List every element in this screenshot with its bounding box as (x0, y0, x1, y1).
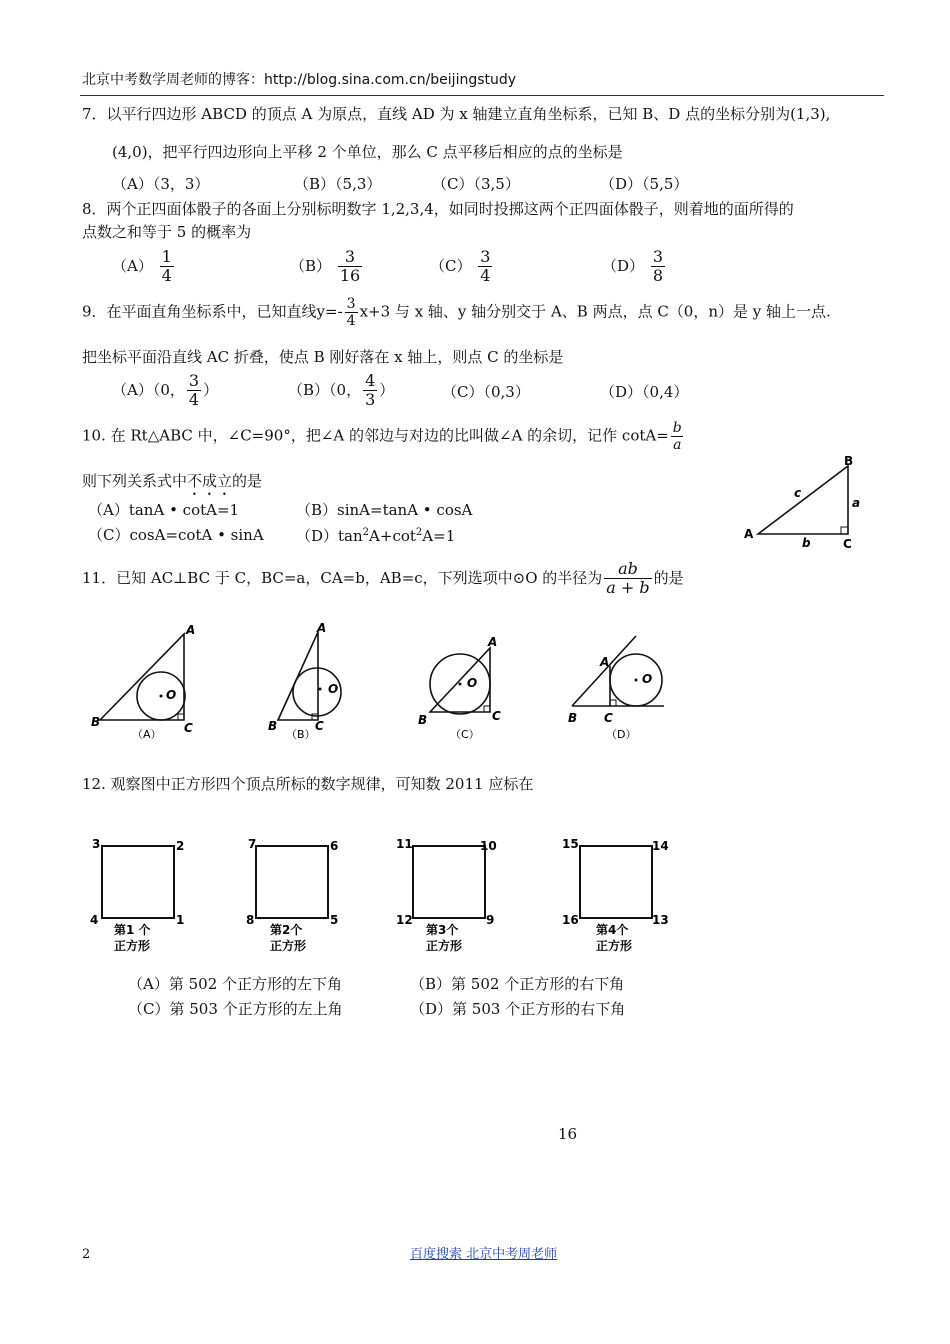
q9-text: 9．在平面直角坐标系中，已知直线 (82, 302, 317, 321)
vertex-b-label: B (844, 454, 854, 468)
square-caption: 第4个 (596, 923, 629, 937)
vertex-b-label: B (91, 715, 101, 729)
q11-figures (80, 616, 680, 746)
square-corner-label: 4 (90, 913, 99, 927)
q11-line (82, 560, 684, 598)
q12-square-2 (246, 837, 338, 953)
q8-option-c (430, 248, 494, 286)
q9-text-end: x+3 与 x 轴、y 轴分别交于 A、B 两点，点 C（0，n）是 y 轴上一点. (359, 302, 831, 321)
square-caption: 第2个 (270, 923, 303, 937)
vertex-b-label: B (568, 711, 578, 725)
q9-option-b (288, 372, 394, 410)
side-a-label: a (852, 496, 861, 510)
q9-option-d: （D）（0,4） (600, 383, 689, 401)
fraction-denominator: 4 (188, 390, 200, 410)
fraction-denominator: 4 (161, 266, 172, 286)
q10-option-d (296, 527, 455, 545)
vertex-c-label: C (184, 721, 193, 735)
q10-emphasis: 不成立 (187, 472, 233, 490)
q8-line2: 点数之和等于 5 的概率为 (82, 223, 252, 241)
side-c-label: c (794, 486, 802, 500)
q7-option-a: （A）（3，3） (112, 175, 210, 193)
q9-option-a (112, 372, 218, 410)
square-caption: 正方形 (426, 939, 463, 953)
superscript: 2 (362, 527, 370, 538)
fraction-denominator: 3 (365, 390, 376, 410)
q11-figure-b (268, 621, 341, 741)
square-corner-label: 2 (176, 839, 185, 853)
q12-option-c: （C）第 503 个正方形的左上角 (128, 1000, 343, 1018)
q9-line1 (82, 296, 831, 329)
q11-figure-d (568, 636, 664, 741)
q9-option-a-close: ） (203, 380, 219, 399)
q9-equation: y=- (316, 302, 343, 321)
figure-caption: （D） (606, 728, 637, 741)
vertex-c-label: C (492, 709, 501, 723)
q7-option-c: （C）（3,5） (432, 175, 520, 193)
square-caption: 第1 个 (114, 923, 151, 937)
vertex-a-label: A (317, 621, 327, 635)
figure-caption: （A） (132, 728, 162, 741)
square-corner-label: 3 (92, 837, 101, 851)
square-corner-label: 13 (652, 913, 669, 927)
q8-option-label: （A） (112, 256, 153, 275)
vertex-c-label: C (604, 711, 613, 725)
fraction-denominator: 4 (480, 266, 491, 286)
vertex-a-label: A (744, 527, 754, 541)
q8-option-a (112, 248, 176, 286)
square-corner-label: 5 (330, 913, 339, 927)
fraction-numerator: ab (618, 559, 638, 578)
q10-text: 10. 在 Rt△ABC 中，∠C=90°，把∠A 的邻边与对边的比叫做∠A 的余切，记作 cotA= (82, 426, 669, 445)
q11-figure-c (418, 635, 501, 741)
q10-triangle-figure (738, 452, 868, 552)
center-o-label: O (642, 672, 653, 686)
q12-option-d: （D）第 503 个正方形的右下角 (410, 1000, 626, 1018)
side-b-label: b (802, 536, 811, 550)
square-corner-label: 1 (176, 913, 185, 927)
fraction-denominator: a (673, 437, 682, 454)
page-number: 16 (558, 1125, 578, 1143)
q9-option-a-text: （A）（0， (112, 380, 185, 399)
q12-line: 12. 观察图中正方形四个顶点所标的数字规律，可知数 2011 应标在 (82, 775, 534, 793)
q12-option-a: （A）第 502 个正方形的左下角 (128, 975, 343, 993)
vertex-c-label: C (315, 719, 324, 733)
q9-option-c: （C）（0,3） (442, 383, 530, 401)
vertex-a-label: A (488, 635, 498, 649)
q7-option-b: （B）（5,3） (294, 175, 382, 193)
vertex-b-label: B (418, 713, 428, 727)
fraction-denominator: a + b (606, 578, 650, 598)
square-caption: 正方形 (114, 939, 151, 953)
q7-option-d: （D）（5,5） (600, 175, 689, 193)
square-corner-label: 7 (248, 837, 257, 851)
q9-option-b-close: ） (379, 380, 395, 399)
q10-line2-end: 的是 (232, 472, 263, 490)
fraction-numerator: 4 (365, 371, 376, 390)
square-corner-label: 14 (652, 839, 669, 853)
vertex-b-label: B (268, 719, 278, 733)
square-caption: 正方形 (596, 939, 633, 953)
square-corner-label: 6 (330, 839, 339, 853)
q12-option-b: （B）第 502 个正方形的右下角 (410, 975, 625, 993)
fraction-denominator: 16 (339, 266, 361, 286)
fraction-numerator: 3 (480, 247, 491, 266)
figure-caption: （C） (450, 728, 480, 741)
q10-option-a: （A）tanA • cotA=1 (88, 501, 240, 519)
center-o-label: O (328, 682, 339, 696)
right-angle-mark (841, 527, 848, 534)
q11-figure-a (91, 623, 195, 741)
center-o-label: O (166, 688, 177, 702)
q10-line1 (82, 420, 686, 453)
q9-line2: 把坐标平面沿直线 AC 折叠，使点 B 刚好落在 x 轴上，则点 C 的坐标是 (82, 348, 564, 366)
q7-line2: (4,0)，把平行四边形向上平移 2 个单位，那么 C 点平移后相应的点的坐标是 (112, 143, 623, 161)
q11-text: 11．已知 AC⊥BC 于 C，BC=a，CA=b，AB=c，下列选项中⊙O 的半径为 (82, 568, 603, 587)
fraction-numerator: 3 (344, 247, 356, 266)
fraction-numerator: 3 (652, 247, 663, 266)
square-corner-label: 15 (562, 837, 579, 851)
q12-square-3 (396, 837, 497, 953)
fraction-numerator: b (672, 420, 682, 436)
fraction-numerator: 3 (346, 296, 356, 312)
q8-option-label: （D） (602, 256, 645, 275)
square-corner-label: 12 (396, 913, 413, 927)
q8-option-label: （B） (290, 256, 332, 275)
q7-line1: 7．以平行四边形 ABCD 的顶点 A 为原点，直线 AD 为 x 轴建立直角坐标系，已知 B、D 点的坐标分别为(1,3), (82, 105, 831, 123)
square-corner-label: 9 (486, 913, 495, 927)
header-rule (80, 95, 884, 96)
q10-option-d-part1: （D）tan (296, 527, 363, 545)
fraction-denominator: 4 (346, 313, 356, 330)
square-caption: 第3个 (426, 923, 459, 937)
q11-text-end: 的是 (653, 568, 684, 587)
q12-square-1 (90, 837, 184, 953)
footer-page-number: 2 (82, 1247, 91, 1262)
q10-line2 (82, 472, 262, 499)
q12-squares-figure (80, 832, 700, 962)
q12-square-4 (562, 837, 669, 953)
square-corner-label: 8 (246, 913, 255, 927)
q10-option-d-part3: A=1 (422, 527, 456, 545)
q10-option-b: （B）sinA=tanA • cosA (296, 501, 473, 519)
square-corner-label: 10 (480, 839, 497, 853)
header-text: 北京中考数学周老师的博客：http://blog.sina.com.cn/beijingstudy (82, 72, 517, 88)
fraction-numerator: 1 (161, 247, 172, 266)
vertex-a-label: A (186, 623, 196, 637)
footer-link[interactable]: 百度搜索 北京中考周老师 (410, 1247, 558, 1262)
q10-option-c: （C）cosA=cotA • sinA (88, 526, 264, 544)
q8-line1: 8．两个正四面体骰子的各面上分别标明数字 1,2,3,4，如同时投掷这两个正四面体骰子，则着地的面所得的 (82, 200, 794, 218)
fraction-numerator: 3 (188, 371, 200, 390)
square-caption: 正方形 (270, 939, 307, 953)
fraction-denominator: 8 (652, 266, 663, 286)
figure-caption: （B） (286, 728, 316, 741)
q10-option-d-part2: A+cot (369, 527, 416, 545)
vertex-c-label: C (843, 537, 852, 551)
vertex-a-label: A (600, 655, 610, 669)
square-corner-label: 11 (396, 837, 413, 851)
q8-option-d (602, 248, 667, 286)
q8-option-label: （C） (430, 256, 472, 275)
superscript: 2 (415, 527, 423, 538)
center-o-label: O (467, 676, 478, 690)
q9-option-b-text: （B）（0， (288, 380, 362, 399)
triangle-shape (758, 466, 848, 534)
square-corner-label: 16 (562, 913, 579, 927)
q10-line2-start: 则下列关系式中 (82, 472, 188, 490)
q8-option-b (290, 248, 364, 286)
